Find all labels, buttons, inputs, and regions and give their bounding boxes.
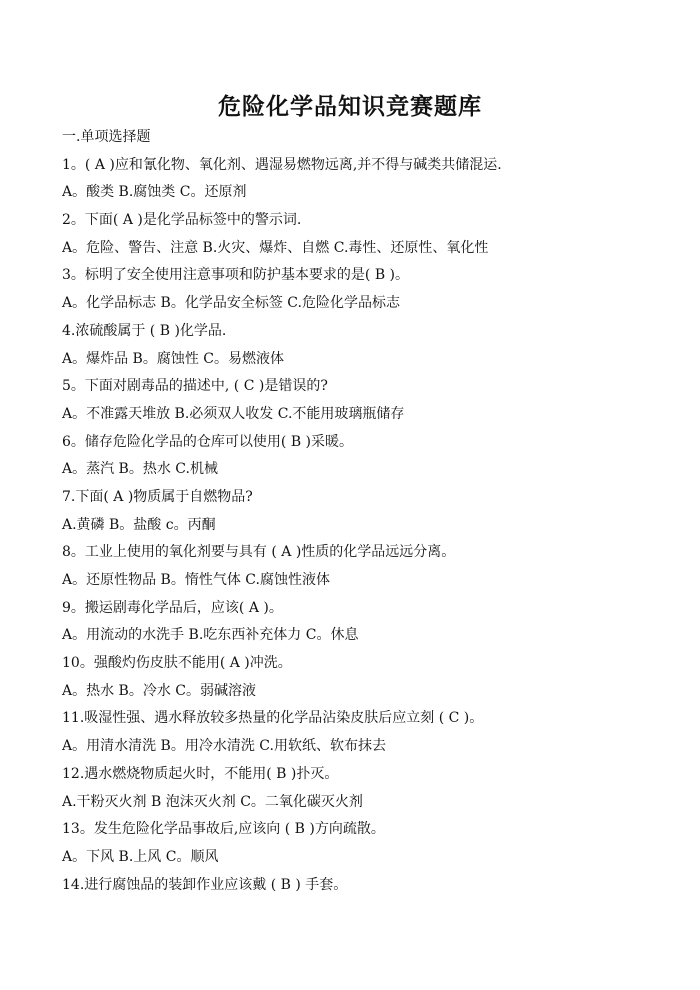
question-text: 5。下面对剧毒品的描述中, ( C )是错误的? (62, 378, 328, 395)
document-title: 危险化学品知识竞赛题库 (218, 93, 482, 120)
question-text: 6。储存危险化学品的仓库可以使用( B )采暖。 (62, 433, 354, 450)
answer-options: A。热水 B。冷水 C。弱碱溶液 (62, 682, 257, 699)
question-text: 7.下面( A )物质属于自燃物品? (62, 488, 253, 505)
answer-options: A。用清水清洗 B。用冷水清洗 C.用软纸、软布抹去 (62, 738, 386, 755)
question-text: 8。工业上使用的氧化剂要与具有 ( A )性质的化学品远远分离。 (62, 544, 456, 561)
question-text: 10。强酸灼伤皮肤不能用( A )冲洗。 (62, 655, 292, 672)
question-text: 1。( A )应和氰化物、氧化剂、遇湿易燃物远离,并不得与碱类共储混运. (62, 156, 502, 173)
answer-options: A。用流动的水洗手 B.吃东西补充体力 C。休息 (62, 627, 359, 644)
answer-options: A。化学品标志 B。化学品安全标签 C.危险化学品标志 (62, 295, 400, 312)
answer-options: A。不准露天堆放 B.必须双人收发 C.不能用玻璃瓶储存 (62, 405, 405, 422)
question-list (62, 124, 682, 899)
answer-options: A。爆炸品 B。腐蚀性 C。易燃液体 (62, 350, 285, 367)
answer-options: A.干粉灭火剂 B 泡沫灭火剂 C。二氧化碳灭火剂 (62, 793, 363, 810)
answer-options: A。蒸汽 B。热水 C.机械 (62, 461, 218, 478)
question-text: 13。发生危险化学品事故后,应该向 ( B )方向疏散。 (62, 821, 385, 838)
answer-options: A。下风 B.上风 C。顺风 (62, 848, 219, 865)
answer-options: A。酸类 B.腐蚀类 C。还原剂 (62, 184, 247, 201)
question-text: 14.进行腐蚀品的装卸作业应该戴 ( B ) 手套。 (62, 876, 348, 893)
section-heading: 一.单项选择题 (62, 129, 151, 145)
answer-options: A。危险、警告、注意 B.火灾、爆炸、自燃 C.毒性、还原性、氧化性 (62, 239, 489, 256)
question-text: 2。下面( A )是化学品标签中的警示词. (62, 212, 302, 229)
answer-options: A。还原性物品 B。惰性气体 C.腐蚀性液体 (62, 572, 330, 588)
question-text: 9。搬运剧毒化学品后，应该( A )。 (62, 599, 283, 616)
question-text: 4.浓硫酸属于 ( B )化学品. (62, 322, 227, 339)
question-text: 11.吸湿性强、遇水释放较多热量的化学品沾染皮肤后应立刻 ( C )。 (62, 710, 484, 727)
question-text: 3。标明了安全使用注意事项和防护基本要求的是( B )。 (62, 267, 410, 284)
answer-options: A.黄磷 B。盐酸 c。丙酮 (62, 516, 216, 533)
question-text: 12.遇水燃烧物质起火时，不能用( B )扑灭。 (62, 765, 339, 782)
